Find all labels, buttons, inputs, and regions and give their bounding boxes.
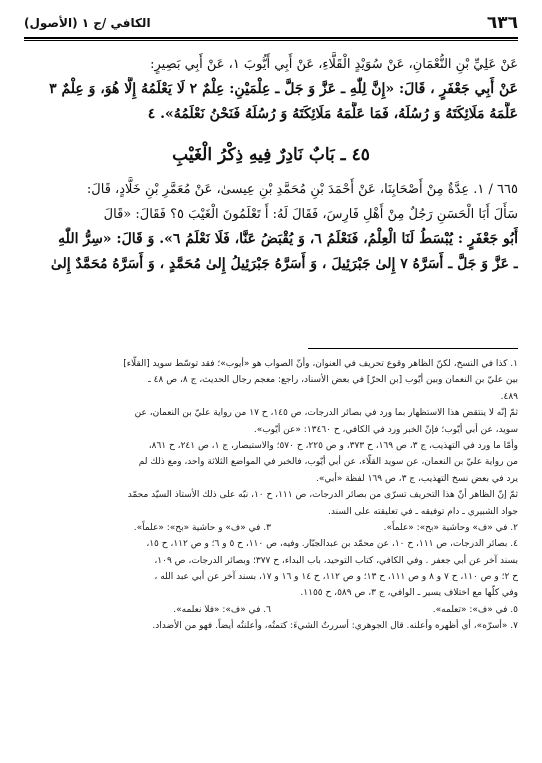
- footnote-pair: [24, 520, 518, 536]
- footnote-line: ٤. بصائر الدرجات، ص ١١١، ح ١٠، عن محمّد بن عبدالجبّار. وفيه، ص ١١٠، ح ٥ و ٦؛ و ص ١١٢، ح ١٥،: [146, 539, 518, 550]
- header-rule: [24, 37, 518, 39]
- hadith-line: عَلَّمَهُ مَلَائِكَتَهُ وَ رُسُلَهُ، فَمَا عَلَّمَهُ مَلَائِكَتَهُ وَ رُسُلَهُ فَنَحْنُ نَعْلَمُهُ». ٤: [147, 106, 518, 122]
- hadith-line: عَنْ أَبِي جَعْفَرٍ ، قَالَ: «إِنَّ لِلّٰهِ ـ عَزَّ وَ جَلَّ ـ عِلْمَيْنِ: عِلْمٌ ٢ لَا يَعْلَمُهُ إِلَّا هُوَ، وَ عِلْمٌ ٣: [49, 81, 518, 97]
- footnote-5: ٥. في «ف»: «تعلمه».: [432, 604, 518, 615]
- hadith-line: ٦٦٥ / ١. عِدَّةٌ مِنْ أَصْحَابِنَا، عَنْ أَحْمَدَ بْنِ مُحَمَّدِ بْنِ عِيسىٰ، عَنْ مُعَمَّرِ بْنِ خَلَّادٍ، قَالَ:: [86, 182, 518, 197]
- footnote-line: ثمّ إنّ الظاهر أنّ هذا التحريف تسرّى من بصائر الدرجات، ص ١١١، ح ١٠، نبّه على ذلك الأستاذ السيّد محمّد: [127, 490, 518, 501]
- header-rule-thin: [24, 40, 518, 41]
- footnote-line: ٤٨٩.: [500, 391, 518, 402]
- footnote-line: يرد في بعض نسخ التهذيب، ج ٣، ص ١٦٩ لفظة «أبي».: [315, 473, 518, 484]
- chapter-title: ٤٥ ـ بَابٌ نَادِرٌ فِيهِ ذِكْرُ الْغَيْبِ: [172, 145, 370, 165]
- footnote-line: من رواية عليّ بن النعمان، عن سويد القلّاء، عن أبي أيّوب، فالخبر في المواضع الثلاثة واحد، ومع ذلك لم: [138, 457, 518, 468]
- footnote-6: ٦. في «ف»: «فلا نعلمه».: [173, 604, 271, 615]
- footnotes: [24, 356, 518, 635]
- footnote-line: وأمّا ما ورد في التهذيب، ج ٣، ص ١٦٩، ح ٣٧٣، و ص ٢٢٥، ح ٥٧٠؛ والاستبصار، ج ١، ص ٢٤١، ح ٨٦١،: [148, 440, 518, 451]
- footnote-line: وفي كلّها مع اختلاف يسير ـ الوافي، ج ٣، ص ٥٨٩، ح ١١٥٥.: [300, 588, 518, 599]
- hadith-line: سَأَلَ أَبَا الْحَسَنِ رَجُلٌ مِنْ أَهْلِ فَارِسَ، فَقَالَ لَهُ: أَ تَعْلَمُونَ الْغَيْبَ ٥؟ فَقَالَ: «قَالَ: [103, 207, 518, 222]
- footnote-2: ٢. في «ف» وحاشية «بح»: «علماً».: [383, 522, 518, 533]
- page-number: ٦٣٦: [486, 13, 518, 33]
- footnote-line: بسند آخر عن أبي جعفر . وفي الكافي، كتاب التوحيد، باب البداء، ح ٣٧٧؛ وبصائر الدرجات، ص ١٠٩،: [154, 555, 518, 566]
- hadith-line: عَنْ عَلِيِّ بْنِ النُّعْمَانِ، عَنْ سُوَيْدٍ الْقَلَّاءِ، عَنْ أَبِي أَيُّوبَ ١، عَنْ أَبِي بَصِيرٍ:: [150, 57, 518, 72]
- hadith-line: أَبُو جَعْفَرٍ : يُبْسَطُ لَنَا الْعِلْمُ، فَنَعْلَمُ ٦، وَ يُقْبَضُ عَنَّا، فَلَا نَعْلَمُ ٦». وَ قَالَ: «سِرُّ اللّٰهِ: [58, 231, 518, 247]
- hadith-line: ـ عَزَّ وَ جَلَّ ـ أَسَرَّهُ ٧ إِلىٰ جَبْرَئِيلَ ، وَ أَسَرَّهُ جَبْرَئِيلُ إِلىٰ مُحَمَّدٍ ، وَ أَسَرَّهُ مُحَمَّدٌ إِلىٰ: [50, 256, 518, 272]
- footnote-line: بين عليّ بن النعمان وبين أيّوب [بن الحرّ] في بعض الأسناد، راجع: معجم رجال الحديث، ج ٨، ص ٤٨ ـ: [148, 375, 518, 386]
- footnote-line: سويد، عن أبي أيّوب؛ فإنّ الخبر ورد في الكافي، ح ١٣٤٦٠: «عن أيّوب».: [253, 424, 518, 435]
- footnote-line: ح ٢؛ و ص ١١٠، ح ٧ و ٨ و ص ١١١، ح ١٣؛ و ص ١١٢، ح ١٤ و ١٦ و ١٧، بسند آخر عن أبي عبد الله ،: [154, 572, 518, 583]
- footnote-line: جواد الشبيري ـ دام توفيقه ـ في تعليقته على السند.: [328, 506, 518, 517]
- page-header: [24, 12, 518, 34]
- running-title: الكافي /ج ١ (الأصول): [24, 16, 151, 30]
- footnote-7: ٧. «أسرّه»، أي أظهره وأعلنه. قال الجوهري: أسررتُ الشيءَ: كتمتُه، وأعلنتُه أيضاً. فهو من الأضداد.: [152, 621, 518, 632]
- footnote-pair: [24, 602, 518, 618]
- main-text: [24, 52, 518, 277]
- footnote-line: ١. كذا في النسخ، لكنّ الظاهر وقوع تحريف في العنوان، وأنّ الصواب هو «أيوب»؛ فقد توسّط سويد [القلّاء]: [123, 359, 518, 369]
- footnote-separator: [308, 348, 518, 349]
- footnote-3: ٣. في «ف» و حاشية «بح»: «علماً».: [133, 522, 271, 533]
- footnote-line: ثمّ إنّه لا ينتقض هذا الاستظهار بما ورد في بصائر الدرجات، ص ١٤٥، ح ١٧ من رواية عليّ بن النعمان، عن: [134, 408, 518, 419]
